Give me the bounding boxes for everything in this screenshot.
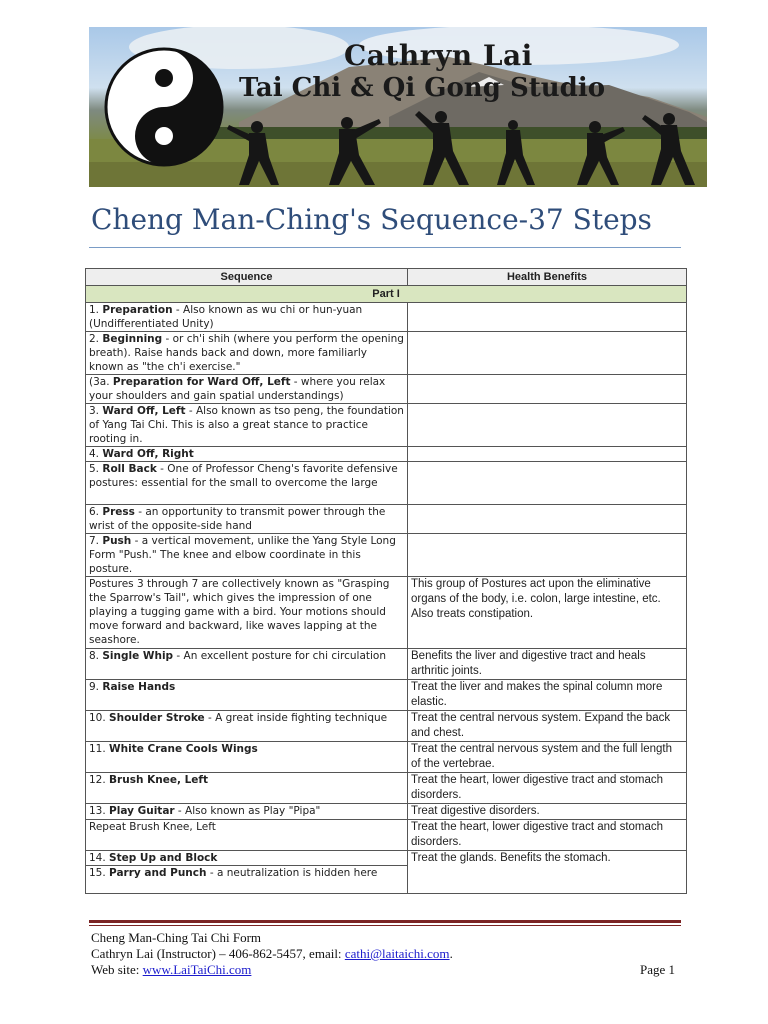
sequence-cell: [86, 404, 408, 447]
posture-name: Play Guitar: [109, 805, 175, 817]
health-benefit-cell: [408, 332, 687, 375]
footer-contact: [91, 946, 453, 962]
sequence-cell: [86, 649, 408, 680]
table-row: [86, 804, 687, 820]
column-header-health-benefits: Health Benefits: [408, 269, 687, 286]
table-header-row: [86, 269, 687, 286]
part-label: Part I: [86, 286, 687, 303]
table-body: [86, 286, 687, 894]
header-banner: [89, 27, 707, 187]
posture-name: White Crane Cools Wings: [109, 743, 258, 755]
health-benefit-cell: [408, 303, 687, 332]
posture-description: - Also known as wu chi or hun-yuan (Undifferentiated Unity): [89, 304, 363, 330]
website-link[interactable]: www.LaiTaiChi.com: [142, 962, 252, 977]
posture-name: Ward Off, Right: [102, 448, 194, 460]
posture-name: Preparation: [102, 304, 173, 316]
footer-contact-end: .: [449, 946, 453, 961]
table-row: [86, 649, 687, 680]
footer-form-name: Cheng Man-Ching Tai Chi Form: [91, 930, 262, 945]
footer-divider: [89, 920, 681, 923]
health-benefit-cell: Treat the heart, lower digestive tract and stomach disorders.: [408, 773, 687, 804]
table-row: [86, 462, 687, 505]
health-benefit-cell: [408, 404, 687, 447]
posture-name: Shoulder Stroke: [109, 712, 205, 724]
table-row: [86, 375, 687, 404]
table-row: [86, 505, 687, 534]
sequence-cell: [86, 742, 408, 773]
posture-description: - a neutralization is hidden here: [206, 867, 378, 879]
sequence-cell: [86, 773, 408, 804]
posture-description: - A great inside fighting technique: [204, 712, 388, 724]
step-number: 12.: [89, 774, 106, 786]
banner-studio-owner: Cathryn Lai: [344, 39, 533, 72]
step-number: 8.: [89, 650, 100, 662]
posture-description: - Also known as tso peng, the foundation of Yang Tai Chi. This is also a great stance to practice rooting in.: [89, 405, 404, 445]
posture-description: - Also known as Play "Pipa": [174, 805, 321, 817]
health-benefit-cell: Treat digestive disorders.: [408, 804, 687, 820]
posture-description: - or ch'i shih (where you perform the opening breath). Raise hands back and down, more familiarly known as "the ch'i exercise.": [89, 333, 404, 373]
health-benefit-cell: This group of Postures act upon the eliminative organs of the body, i.e. colon, large intestine, etc. Also treats constipation.: [408, 577, 687, 649]
table-row: [86, 404, 687, 447]
part-header-row: [86, 286, 687, 303]
step-number: 10.: [89, 712, 106, 724]
posture-name: Roll Back: [102, 463, 157, 475]
sequence-cell: [86, 505, 408, 534]
posture-name: Beginning: [102, 333, 163, 345]
step-number: 5.: [89, 463, 100, 475]
health-benefit-cell: Treat the central nervous system and the full length of the vertebrae.: [408, 742, 687, 773]
column-header-sequence: Sequence: [86, 269, 408, 286]
posture-name: Parry and Punch: [109, 867, 207, 879]
table-row: [86, 711, 687, 742]
step-number: 4.: [89, 448, 100, 460]
sequence-cell: [86, 303, 408, 332]
website-label: Web site:: [91, 962, 143, 977]
sequence-cell: [86, 332, 408, 375]
health-benefit-cell: [408, 534, 687, 577]
footer-instructor: Cathryn Lai (Instructor) – 406-862-5457, email:: [91, 946, 345, 961]
posture-name: Ward Off, Left: [102, 405, 186, 417]
posture-description: - where you relax your shoulders and gain spatial understandings): [89, 376, 386, 402]
sequence-cell: [86, 680, 408, 711]
page-title: Cheng Man-Ching's Sequence-37 Steps: [91, 203, 652, 236]
footer-divider-thin: [89, 925, 681, 926]
table-row: [86, 534, 687, 577]
table-row: [86, 773, 687, 804]
sequence-cell: [86, 711, 408, 742]
step-number: 14.: [89, 852, 106, 864]
sequence-cell: [86, 462, 408, 505]
sequence-table: [85, 268, 687, 894]
health-benefit-cell: [408, 375, 687, 404]
posture-name: Preparation for Ward Off, Left: [112, 376, 291, 388]
health-benefit-cell: Treat the heart, lower digestive tract and stomach disorders.: [408, 820, 687, 851]
posture-description: - a vertical movement, unlike the Yang Style Long Form "Push." The knee and elbow coordinate in this posture.: [89, 535, 396, 575]
health-benefit-cell: Benefits the liver and digestive tract and heals arthritic joints.: [408, 649, 687, 680]
sequence-cell: [86, 804, 408, 820]
step-number: 2.: [89, 333, 100, 345]
table-row: [86, 820, 687, 851]
sequence-cell: [86, 534, 408, 577]
posture-description: - An excellent posture for chi circulation: [173, 650, 387, 662]
table-row: [86, 851, 687, 866]
table-row: [86, 680, 687, 711]
health-benefit-cell: [408, 462, 687, 505]
step-number: 15.: [89, 867, 106, 879]
footer-website: [91, 962, 251, 978]
table-row: [86, 742, 687, 773]
step-number: (3a.: [89, 376, 110, 388]
health-benefit-cell: Treat the glands. Benefits the stomach.: [408, 851, 687, 894]
title-divider: [89, 247, 681, 248]
table-row: [86, 303, 687, 332]
health-benefit-cell: Treat the liver and makes the spinal column more elastic.: [408, 680, 687, 711]
step-number: 7.: [89, 535, 100, 547]
health-benefit-cell: Treat the central nervous system. Expand the back and chest.: [408, 711, 687, 742]
sequence-cell: [86, 851, 408, 866]
table-row: [86, 577, 687, 649]
step-number: 6.: [89, 506, 100, 518]
step-number: 13.: [89, 805, 106, 817]
posture-name: Push: [102, 535, 132, 547]
step-number: 9.: [89, 681, 100, 693]
posture-name: Raise Hands: [102, 681, 176, 693]
health-benefit-cell: [408, 447, 687, 462]
sequence-cell: [86, 447, 408, 462]
posture-name: Press: [102, 506, 135, 518]
posture-name: Step Up and Block: [109, 852, 218, 864]
posture-description: - One of Professor Cheng's favorite defensive postures: essential for the small to overcome the large: [89, 463, 398, 489]
posture-description: Postures 3 through 7 are collectively known as "Grasping the Sparrow's Tail", which gives the impression of one playing a tugging game with a bird. Your motions should move forward and backward, like waves lapping at the seashore.: [89, 578, 390, 646]
sequence-cell: [86, 820, 408, 851]
posture-name: Brush Knee, Left: [109, 774, 208, 786]
posture-name: Single Whip: [102, 650, 174, 662]
posture-description: Repeat Brush Knee, Left: [89, 821, 216, 833]
sequence-cell: [86, 577, 408, 649]
yin-yang-icon: [106, 49, 222, 165]
step-number: 1.: [89, 304, 100, 316]
banner-studio-name: Tai Chi & Qi Gong Studio: [239, 73, 606, 103]
health-benefit-cell: [408, 505, 687, 534]
table-row: [86, 332, 687, 375]
step-number: 11.: [89, 743, 106, 755]
page-number: Page 1: [640, 962, 676, 977]
email-link[interactable]: cathi@laitaichi.com: [344, 946, 450, 961]
sequence-cell: [86, 866, 408, 894]
posture-description: - an opportunity to transmit power through the wrist of the opposite-side hand: [89, 506, 386, 532]
sequence-cell: [86, 375, 408, 404]
table-row: [86, 447, 687, 462]
step-number: 3.: [89, 405, 100, 417]
